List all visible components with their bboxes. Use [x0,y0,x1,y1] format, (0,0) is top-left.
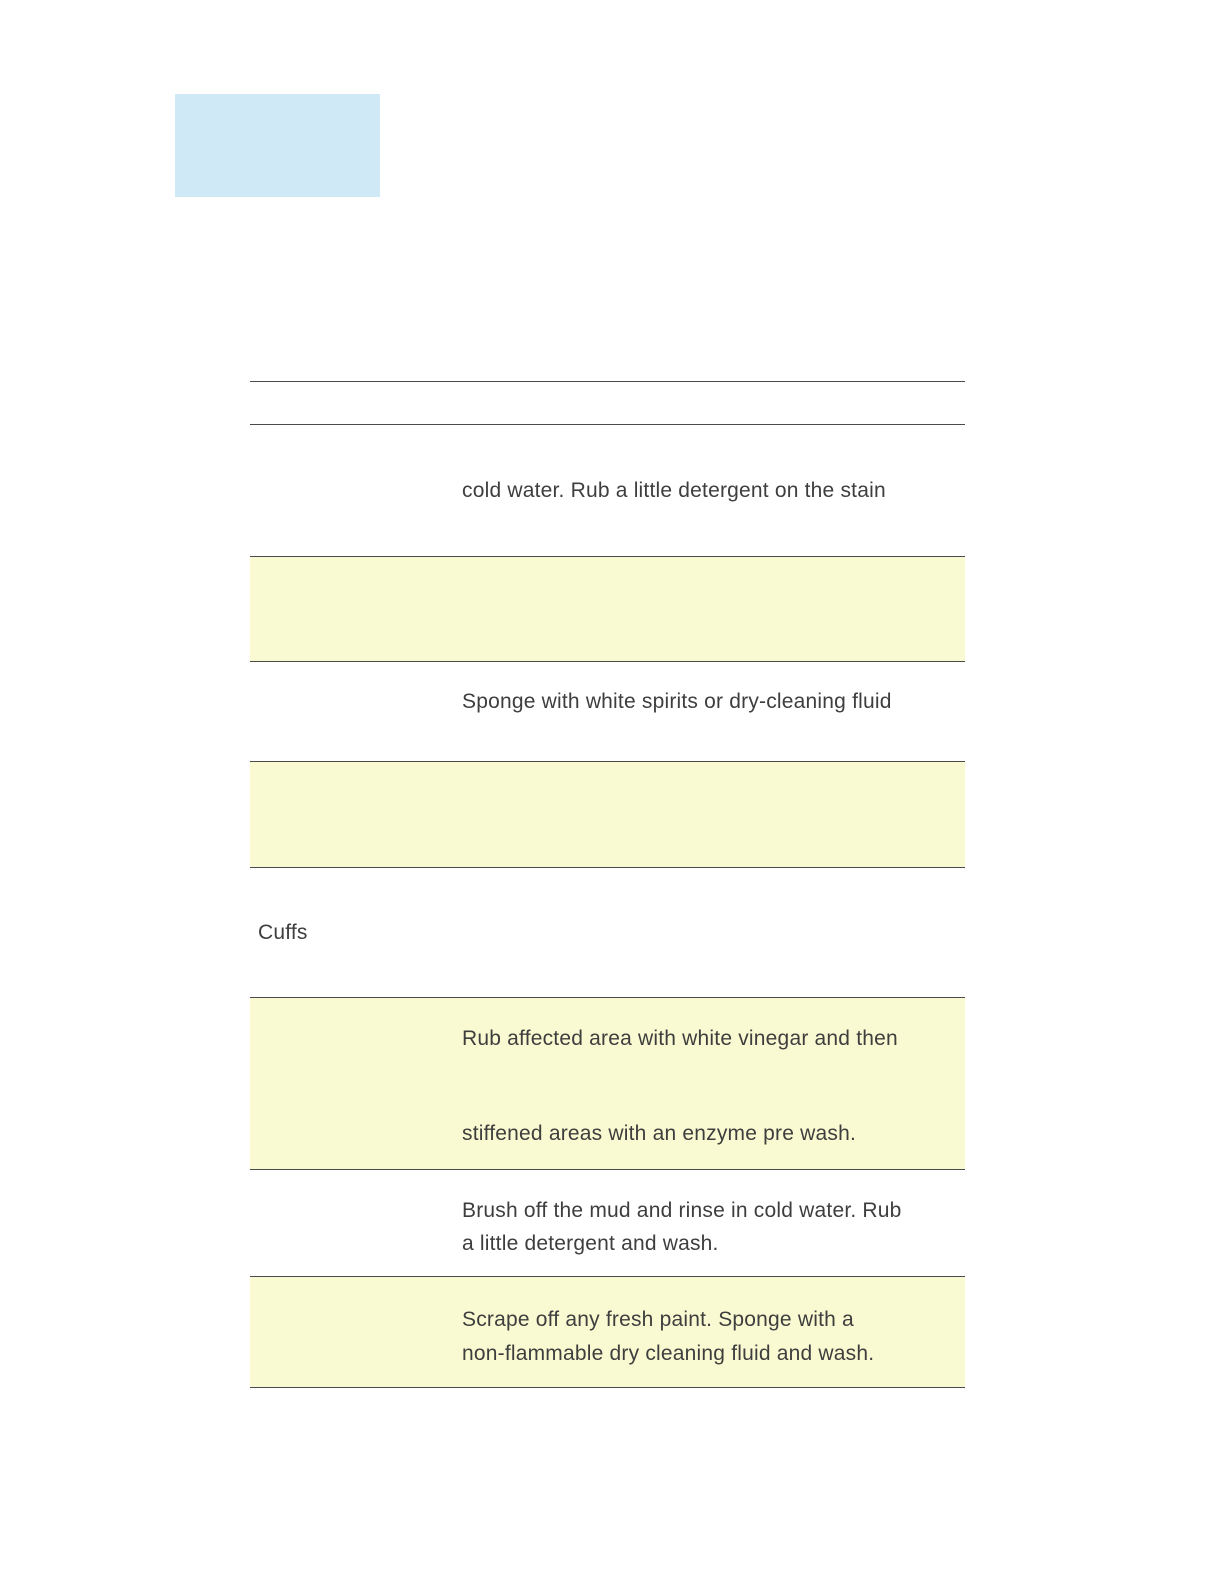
table-row-detergent [250,425,965,557]
instruction-text-line1: Brush off the mud and rinse in cold water. Rub [462,1199,902,1222]
table-row-cuffs [250,868,965,997]
instruction-text: cold water. Rub a little detergent on the stain [462,478,886,502]
stain-removal-table [250,381,965,1388]
table-row-highlight-empty [250,557,965,662]
instruction-text-line1: Scrape off any fresh paint. Sponge with a [462,1308,854,1331]
instruction-text-line1: Rub affected area with white vinegar and then [462,1027,898,1050]
table-row-highlight-empty [250,762,965,868]
table-header-blank-row [250,381,965,425]
instruction-text-line2: stiffened areas with an enzyme pre wash. [462,1122,856,1145]
table-row-paint [250,1277,965,1388]
table-row-sponge [250,662,965,762]
blue-decoration-box [175,94,380,197]
instruction-text-line2: a little detergent and wash. [462,1232,719,1255]
instruction-text-line2: non-flammable dry cleaning fluid and wash. [462,1342,875,1365]
instruction-text: Sponge with white spirits or dry-cleaning fluid [462,690,892,713]
table-row-mud [250,1170,965,1277]
stain-label-cuffs: Cuffs [258,920,308,944]
table-row-vinegar [250,997,965,1170]
